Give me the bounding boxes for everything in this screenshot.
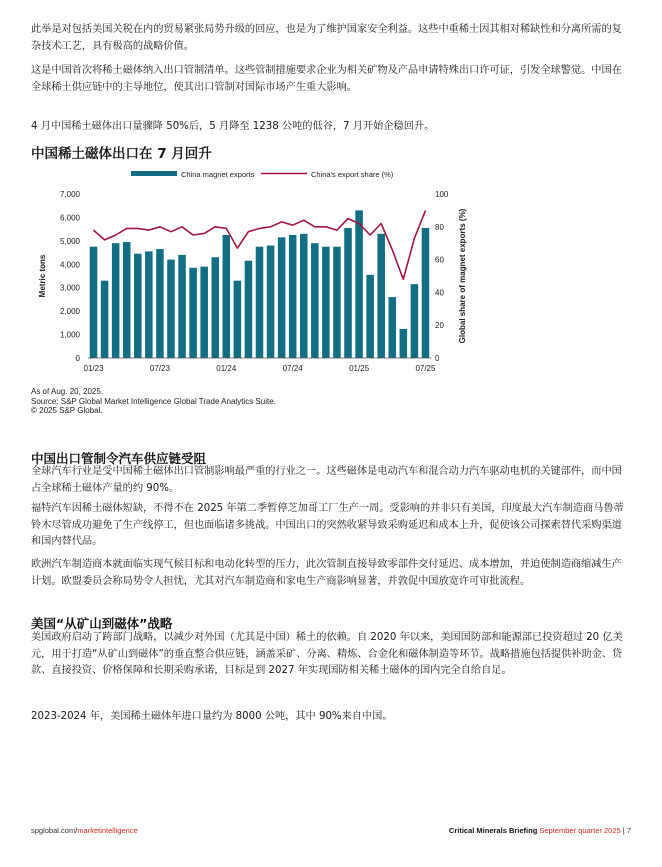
bar-06-23 — [145, 251, 153, 358]
section-heading-mine-to-magnet: 美国“从矿山到磁体”战略 — [31, 616, 173, 631]
bar-11-23 — [200, 267, 208, 358]
y2-tick-label: 80 — [435, 222, 444, 232]
auto-paragraph-1: 全球汽车行业是受中国稀土磁体出口管制影响最严重的行业之一。这些磁体是电动汽车和混合动力汽车驱动电机的关键部件，而中国占全球稀土磁体产量的约 90%。 — [31, 466, 622, 494]
x-tick-label: 07/25 — [415, 364, 436, 373]
auto-paragraph-3: 欧洲汽车制造商本就面临实现气候目标和电动化转型的压力，此次管制直接导致零部件交付延迟、成本增加，并迫使制造商缩减生产计划。欧盟委员会称局势令人担忧，尤其对汽车制造商和家电生产商影响显著，并敦促中国放宽许可审批流程。 — [31, 559, 622, 587]
y2-tick-label: 40 — [435, 288, 444, 298]
bar-09-24 — [311, 243, 319, 358]
strategy-paragraph-2: 2023-2024 年，美国稀土磁体年进口量约为 8000 公吨，其中 90%来自中国。 — [31, 711, 393, 722]
legend-label-share: China's export share (%) — [311, 170, 394, 179]
y2-tick-label: 20 — [435, 321, 444, 331]
bar-03-25 — [377, 234, 385, 358]
x-tick-label: 01/23 — [83, 364, 104, 373]
intro-paragraph-2: 这是中国首次将稀土磁体纳入出口管制清单。这些管制措施要求企业为相关矿物及产品申请特殊出口许可证，引发全球警觉。中国在全球稀土供应链中的主导地位，使其出口管制对国际市场产生重大影响。 — [31, 65, 622, 93]
bar-03-24 — [245, 261, 253, 358]
auto-paragraph-2: 福特汽车因稀土磁体短缺，不得不在 2025 年第二季暂停芝加哥工厂生产一周。受影响的并非只有美国，印度最大汽车制造商马鲁蒂铃木尽管成功避免了生产线停工，但也面临诸多挑战。中国出口的突然收紧导致采购延迟和成本上升，促使该公司探索替代采购渠道和国内替代品。 — [31, 503, 624, 547]
bar-02-25 — [366, 275, 374, 358]
y-axis-title: Metric tons — [38, 254, 47, 298]
bar-04-25 — [389, 297, 397, 358]
y2-tick-label: 60 — [435, 255, 444, 265]
y-tick-label: 0 — [75, 354, 80, 363]
bar-01-25 — [355, 210, 363, 358]
bar-05-25 — [400, 329, 408, 358]
x-tick-label: 07/23 — [149, 364, 170, 373]
y2-axis-title: Global share of magnet exports (%) — [458, 208, 467, 344]
strategy-paragraph-1: 美国政府启动了跨部门战略，以减少对外国（尤其是中国）稀土的依赖。自 2020 年以来，美国国防部和能源部已投资超过 20 亿美元，用于打造“从矿山到磁体”的垂直整合供应链，涵盖采矿、分离、精炼、合金化和磁体制造等环节。战略措施包括提供补助金、贷款、直接投资、价格保障和长期采购承诺，目标是到 2027 年实现国防相关稀土磁体的国内完全自给自足。 — [31, 632, 623, 676]
bar-06-24 — [278, 237, 286, 358]
bar-08-24 — [300, 234, 308, 358]
bar-06-25 — [411, 284, 419, 358]
bar-12-24 — [344, 228, 352, 358]
footer-page-number: 7 — [626, 826, 631, 835]
footer-separator: | — [622, 826, 625, 835]
bar-11-24 — [333, 247, 341, 358]
y-tick-label: 3,000 — [59, 283, 80, 293]
y-tick-label: 1,000 — [59, 330, 80, 340]
y2-tick-label: 100 — [435, 190, 449, 199]
section-heading-auto-supply-chain: 中国出口管制令汽车供应链受阻 — [31, 451, 207, 466]
bar-07-23 — [156, 249, 164, 358]
chart-title: 中国稀土磁体出口在 7 月回升 — [31, 146, 212, 162]
y-tick-label: 5,000 — [59, 236, 80, 246]
bar-01-23 — [90, 247, 98, 358]
footer-doc-info — [449, 826, 631, 835]
chart-note-source: Source: S&P Global Market Intelligence Global Trade Analytics Suite. — [31, 396, 276, 406]
chart-note-date: As of Aug. 20, 2025. — [31, 387, 104, 396]
y-tick-label: 2,000 — [59, 307, 80, 317]
bar-07-24 — [289, 235, 297, 358]
legend-label-exports: China magnet exports — [181, 170, 255, 179]
bar-02-23 — [101, 281, 109, 358]
bar-02-24 — [234, 281, 242, 358]
y-tick-label: 6,000 — [59, 213, 80, 223]
footer-doc-period: September quarter 2025 — [539, 826, 621, 835]
bar-05-23 — [134, 254, 142, 358]
bar-12-23 — [211, 257, 219, 358]
bar-01-24 — [223, 235, 231, 358]
bar-04-23 — [123, 242, 131, 358]
intro-paragraph-3: 4 月中国稀土磁体出口量骤降 50%后，5 月降至 1238 公吨的低谷，7 月开始企稳回升。 — [31, 121, 435, 132]
x-tick-label: 01/25 — [349, 364, 370, 373]
bar-03-23 — [112, 243, 120, 358]
footer-site-link[interactable] — [31, 826, 138, 835]
bar-09-23 — [178, 255, 186, 358]
x-tick-label: 07/24 — [282, 364, 303, 373]
magnet-exports-chart — [31, 162, 467, 384]
bar-10-24 — [322, 247, 330, 358]
bar-08-23 — [167, 260, 175, 358]
footer-doc-title: Critical Minerals Briefing — [448, 826, 538, 835]
bar-10-23 — [189, 268, 197, 358]
y-tick-label: 7,000 — [59, 190, 80, 199]
x-tick-label: 01/24 — [216, 364, 237, 373]
footer-site-prefix: spglobal.com/ — [31, 826, 78, 835]
bar-07-25 — [422, 228, 430, 358]
chart-note-copyright: © 2025 S&P Global. — [31, 406, 103, 415]
bar-05-24 — [267, 246, 275, 358]
y2-tick-label: 0 — [435, 354, 440, 363]
y-tick-label: 4,000 — [59, 260, 80, 270]
chart-notes — [31, 387, 276, 416]
intro-paragraph-1: 此举是对包括美国关税在内的贸易紧张局势升级的回应，也是为了维护国家安全利益。这些中重稀土因其相对稀缺性和分离所需的复杂技术工艺，具有极高的战略价值。 — [31, 24, 622, 52]
footer-site-suffix: marketintelligence — [77, 826, 138, 835]
bar-04-24 — [256, 247, 264, 358]
legend-swatch-exports — [131, 171, 177, 176]
